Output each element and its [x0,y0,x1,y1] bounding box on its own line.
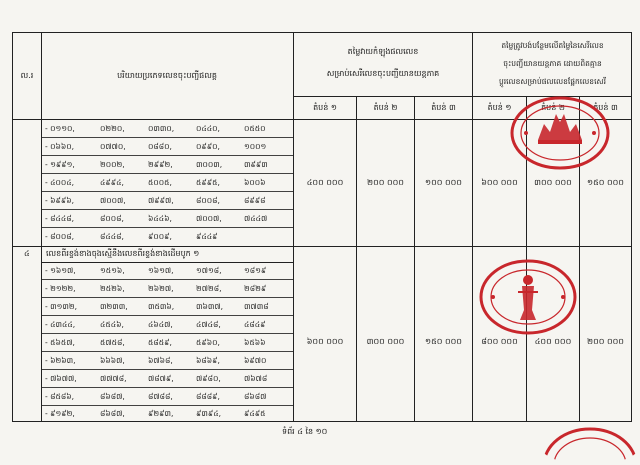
plate-number: ១៧១៨, [196,266,222,275]
plate-number: ២៨២៩ [244,284,267,293]
plate-number: - ៦៩៩៦, [45,196,75,205]
col-sep-desc [293,32,294,422]
plate-number: - ៤០០៤, [45,178,75,187]
plate-number: ៨៦៨៧ [244,392,267,401]
header-adjust-line2: ចុះបញ្ជីយានយន្តភាគ ដោយពិតគ្មាន [503,59,602,68]
row-line [41,351,293,352]
plate-number: ៦៨៦៩, [196,356,220,365]
plate-number: - ៧៦៧៧, [45,374,77,383]
plate-number: ៣៦៣៧, [196,302,223,311]
row-line [41,155,293,156]
plate-number: ៨៦៨៧, [100,409,125,418]
plate-number: ៣៧៣៨ [244,302,269,311]
plate-number: ៩៤៤៩ [196,232,218,241]
plate-number: ២៥២៦, [100,284,125,293]
row-line [41,209,293,210]
plate-number: ៥៩៩៥, [196,178,220,187]
adjust-tier2: ៤០០ ០០០ [534,337,572,346]
row-line [41,315,293,316]
plate-number: ៧០០៧, [100,196,126,205]
plate-number: - ៥៦៥៧, [45,338,75,347]
plate-number: - ៦២៦៣, [45,356,76,365]
plate-number: ៧៤៤៧ [244,214,268,223]
row-line [41,297,293,298]
header-no: ល.រ [20,71,34,80]
plate-number: ២០០២, [100,160,125,169]
group2-title: លេខពីរខ្ទង់ខាងចុងស្មើនឹងលេខពីរខ្ទង់ខាងដើមបូក ១ [46,249,200,258]
plate-number: ៣០០៣, [196,160,223,169]
table-bottom-border [12,421,632,422]
col-sep-t1 [356,96,357,422]
plate-number: ៣៩៩៣ [244,160,268,169]
plate-number: ២៦២៧, [148,284,174,293]
row-line [41,333,293,334]
group2-number: ៤ [24,249,30,258]
plate-number: ៧៨៧៩, [148,374,174,383]
plate-number: ១០០១ [244,142,267,151]
plate-number: ៧៧៧៨, [100,374,127,383]
group-separator-line [12,246,632,247]
plate-number: ៤៨៤៩ [244,320,266,329]
plate-number: ៥០០៥, [148,178,172,187]
header-price-line1: តម្លៃវាយកំឡុងផលលេខ [347,47,419,56]
price-tier1: ៦០០ ០០០ [306,337,344,346]
plate-number: ៥៩៦០, [196,338,220,347]
plate-number: ៥៧៥៨, [100,338,125,347]
plate-number: - ៩១៩២, [45,409,75,418]
plate-number: ០៨៨០, [148,142,172,151]
plate-number: - ០៦៦០, [45,142,75,151]
plate-number: ០៧៧០, [100,142,126,151]
row-line [41,137,293,138]
price-tier3: ១៥០ ០០០ [425,337,462,346]
tier-header-5: តំបន់ ២ [541,103,565,112]
plate-number: ៦៦៦៧, [100,356,125,365]
plate-number: ៦៤៤៦, [148,214,172,223]
plate-number: ៨០០៨, [100,214,124,223]
price-tier3: ១០០ ០០០ [425,178,462,187]
row-line [41,387,293,388]
price-tier2: ៣០០ ០០០ [366,337,405,346]
plate-number: ៦០០៦ [244,178,266,187]
tier-header-4: តំបន់ ១ [487,103,512,112]
price-tier2: ២០០ ០០០ [367,178,404,187]
plate-number: ៩៤៩៥ [244,409,266,418]
tier-header-1: តំបន់ ១ [313,103,337,112]
plate-number: - ៣១៣២, [45,302,78,311]
tier-header-6: តំបន់ ៣ [593,103,618,112]
page-number: ទំព័រ ៤ នៃ ១០ [282,427,328,436]
plate-number: ២៩៩២, [148,160,173,169]
plate-number: ៧៦៧៨ [244,374,268,383]
header-price-line2: សម្រាប់សេរីលេខចុះបញ្ជីយានយន្តភាគ [326,69,440,78]
col-sep-group [472,32,473,422]
plate-number: ១៨១៩ [244,266,267,275]
plate-number: - ៤៣៤៤, [45,320,76,329]
plate-number: ០២២០, [100,124,125,133]
price-tier1: ៤០០ ០០០ [306,178,344,187]
plate-number: ៩៣៩៤, [196,409,222,418]
plate-number: - ៨៤៤៨, [45,214,75,223]
plate-number: - ០១១០, [45,124,75,133]
plate-number: - ៨៥៨៦, [45,392,75,401]
plate-number: - ២១២២, [45,284,76,293]
plate-number: ៨៤៤៨, [100,232,124,241]
plate-number: - ១៦១៧, [45,266,76,275]
adjust-tier2: ៣០០ ០០០ [534,178,572,187]
plate-number: ៨៦៨៧, [100,392,125,401]
row-line [41,173,293,174]
plate-number: ៧៩៨០, [196,374,221,383]
official-seal-icon [508,94,612,172]
plate-number: ៤៩៩៤, [100,178,124,187]
plate-number: ៦៥៦៦ [244,338,266,347]
plate-number: ៨៨៨៩, [196,392,220,401]
plate-number: ០៤៤០, [196,124,220,133]
row-line [41,279,293,280]
plate-number: - ៨០០៨, [45,232,75,241]
group2-title-line [41,262,293,263]
plate-number: ៧០០៧, [196,214,222,223]
official-seal-icon [540,426,640,465]
adjust-tier3: ១៥០ ០០០ [587,178,624,187]
adjust-tier3: ២០០ ០០០ [587,337,624,346]
plate-number: ០៣៣០, [148,124,175,133]
plate-number: ៤៥៤៦, [100,320,124,329]
plate-number: ០៩៩០, [196,142,220,151]
plate-number: ៧៩៩៧, [148,196,174,205]
tier-header-2: តំបន់ ២ [373,103,398,112]
tier-header-3: តំបន់ ៣ [431,103,456,112]
header-adjust-line3: ប្តូរលេខសម្រាប់ផលលេខផ្អែកលេខសេរី [499,77,606,86]
plate-number: ៨០០៨, [196,196,220,205]
plate-number: ៤៦៤៧, [148,320,173,329]
plate-number: ៦៧៦៨, [148,356,173,365]
plate-number: - ១៩៩១, [45,160,75,169]
plate-number: ៩២៩៣, [148,409,174,418]
plate-number: ០៥៥០ [244,124,266,133]
plate-number: ៩០០៩, [148,232,172,241]
header-adjust-line1: តម្លៃត្រូវបង់បន្ថែមលើតម្លៃនៃសេរីលេខ [501,41,604,50]
plate-number: ៦៩៧០ [244,356,267,365]
plate-number: ៤៧៤៨, [196,320,221,329]
row-line [41,191,293,192]
row-line [41,405,293,406]
official-seal-icon [478,258,578,336]
col-sep-t2 [414,96,415,422]
plate-number: ៣២៣៣, [100,302,128,311]
table-top-border [12,32,632,33]
table-right-border [631,32,632,422]
adjust-tier1: ៦០០ ០០០ [481,178,518,187]
adjust-tier1: ៨០០ ០០០ [481,337,518,346]
row-line [41,369,293,370]
plate-number: ១៦១៧, [148,266,174,275]
plate-number: ៨៩៩៨ [244,196,266,205]
table-left-border [12,32,13,422]
header-description: បរិយាយប្រភេទលេខចុះបញ្ជីផលគ្គ [117,71,217,80]
plate-number: ៨៧៨៨, [148,392,173,401]
row-line [41,227,293,228]
plate-number: ២៧២៨, [196,284,222,293]
plate-number: ៣៥៣៦, [148,302,175,311]
plate-number: ១៥១៦, [100,266,125,275]
plate-number: ៥៨៥៩, [148,338,172,347]
